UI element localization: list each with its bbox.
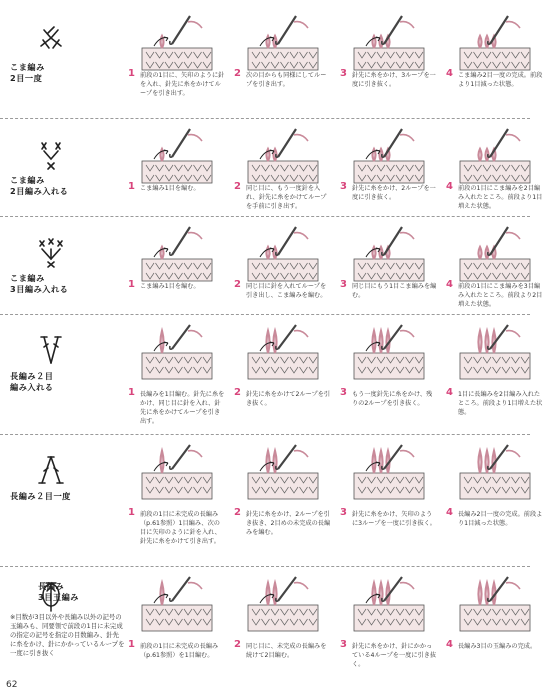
step-caption: もう一度針先に糸をかけ、残りの2ループを引き抜く。 [352,391,433,407]
technique-row [0,118,543,216]
step-number: 4 [446,507,453,518]
step-caption: 次の目からも同様にしてループを引き出す。 [246,72,327,88]
step-illustration [340,225,432,283]
step-illustration [340,127,432,185]
sc3inc-icon [38,235,64,269]
step-caption: 長編み3目の玉編みの完成。 [458,643,537,650]
step-caption: 前段の1目に未完成の長編み（p.61参照）を1目編む。 [140,643,219,659]
technique-header [6,567,125,678]
step-caption: 針先に糸をかけ、2ループを引き抜き、2目めの未完成の長編みを編む。 [246,511,331,536]
dc2inc-icon [38,333,64,367]
step-2 [234,217,330,314]
step-1 [128,119,224,216]
step-illustration [128,127,220,185]
step-caption: 長編みを1目編む。針先に糸をかけ、同じ目に針を入れ、針先に糸をかけてループを引き出す。 [140,391,225,425]
technique-header [6,315,116,434]
technique-label: 長編み２目 編み入れる [10,371,54,392]
step-2 [234,315,330,434]
step-number: 3 [340,181,347,192]
step-number: 2 [234,387,241,398]
technique-label: こま編み 2目一度 [10,62,45,83]
step-caption: 同じ目に針を入れてループを引き出し、こま編みを編む。 [246,283,327,299]
step-illustration [234,14,326,72]
page-number: 62 [6,680,18,690]
step-3 [340,315,436,434]
technique-row [0,314,543,434]
step-number: 3 [340,387,347,398]
step-caption: 前段の1目に未完成の長編み（p.61参照）1目編み、次の目に矢印のように針を入れ、針先に糸をかけて引き出す。 [140,511,221,545]
dc2tog-icon [38,453,64,487]
step-4 [446,567,542,678]
step-3 [340,119,436,216]
step-caption: 1目に長編みを2目編み入れたところ。前段より1目増えた状態。 [458,391,543,416]
step-illustration [128,323,220,381]
step-illustration [234,127,326,185]
step-caption: 前段の1目に、矢印のように針を入れ、針先に糸をかけてループを引き出す。 [140,72,225,97]
technique-header [6,6,116,118]
step-illustration [340,14,432,72]
step-number: 3 [340,507,347,518]
step-illustration [446,225,538,283]
step-4 [446,315,542,434]
technique-header [6,435,116,566]
step-illustration [128,225,220,283]
technique-row [0,216,543,314]
step-number: 2 [234,181,241,192]
step-caption: 同じ目に、もう一度針を入れ、針先に糸をかけてループを手前に引き出す。 [246,185,327,210]
step-number: 4 [446,387,453,398]
step-illustration [446,575,538,633]
step-caption: 長編み2目一度の完成。前段より1目減った状態。 [458,511,543,527]
step-3 [340,217,436,314]
step-caption: 針先に糸をかけ、3ループを一度に引き抜く。 [352,72,436,88]
step-caption: 前段の1目にこま編みを3目編み入れたところ。前段より2目増えた状態。 [458,283,543,308]
step-number: 3 [340,279,347,290]
step-3 [340,6,436,118]
step-4 [446,119,542,216]
step-2 [234,435,330,566]
step-number: 3 [340,68,347,79]
step-number: 1 [128,507,135,518]
step-1 [128,6,224,118]
step-3 [340,435,436,566]
step-illustration [340,443,432,501]
step-2 [234,567,330,678]
technique-note: ※目数が3目以外や長編み以外の記号の玉編みも、同要領で前段の1目に未完成の指定の記号を指定の目数編み、針先に糸をかけ、針にかかっているループを一度に引き抜く [10,613,125,657]
technique-label: こま編み 3目編み入れる [10,273,69,294]
step-illustration [446,443,538,501]
step-caption: 針先に糸をかけ、矢印のように3ループを一度に引き抜く。 [352,511,436,527]
step-caption: 針先に糸をかけ、針にかかっている4ループを一度に引き抜く。 [352,643,437,668]
step-number: 1 [128,68,135,79]
step-number: 1 [128,639,135,650]
step-number: 1 [128,387,135,398]
step-caption: こま編み1目を編む。 [140,283,200,290]
step-number: 3 [340,639,347,650]
step-number: 1 [128,279,135,290]
step-caption: こま編み1目を編む。 [140,185,200,192]
step-1 [128,217,224,314]
step-illustration [234,443,326,501]
sc2tog-icon [38,24,64,58]
step-illustration [234,575,326,633]
step-number: 4 [446,279,453,290]
step-number: 4 [446,68,453,79]
step-illustration [128,575,220,633]
step-number: 1 [128,181,135,192]
step-number: 2 [234,507,241,518]
technique-label: 長編み２目一度 [10,491,71,501]
step-illustration [128,14,220,72]
step-caption: こま編み2目一度の完成。前段より1目減った状態。 [458,72,543,88]
step-illustration [446,127,538,185]
step-caption: 針先に糸をかけ、2ループを一度に引き抜く。 [352,185,436,201]
step-number: 4 [446,181,453,192]
step-1 [128,315,224,434]
step-1 [128,567,224,678]
technique-label: こま編み 2目編み入れる [10,175,69,196]
step-2 [234,119,330,216]
step-4 [446,217,542,314]
step-3 [340,567,436,678]
step-illustration [234,323,326,381]
step-4 [446,6,542,118]
technique-header [6,217,116,314]
sc2inc-icon [38,137,64,171]
step-1 [128,435,224,566]
step-caption: 同じ目に、未完成の長編みを続けて2目編む。 [246,643,327,659]
step-4 [446,435,542,566]
step-2 [234,6,330,118]
step-caption: 前段の1目にこま編みを2目編み入れたところ。前段より1目増えた状態。 [458,185,543,210]
step-illustration [340,323,432,381]
technique-row [0,6,543,118]
step-illustration [446,323,538,381]
step-illustration [446,14,538,72]
technique-row [0,566,537,678]
step-illustration [340,575,432,633]
technique-label: 長編み 3目玉編み [38,581,79,602]
step-caption: 針先に糸をかけて2ループを引き抜く。 [246,391,331,407]
step-number: 2 [234,68,241,79]
step-number: 2 [234,639,241,650]
step-illustration [234,225,326,283]
technique-row [0,434,543,566]
technique-header [6,119,116,216]
step-illustration [128,443,220,501]
step-number: 2 [234,279,241,290]
step-caption: 同じ目にもう1目こま編みを編む。 [352,283,437,299]
step-number: 4 [446,639,453,650]
